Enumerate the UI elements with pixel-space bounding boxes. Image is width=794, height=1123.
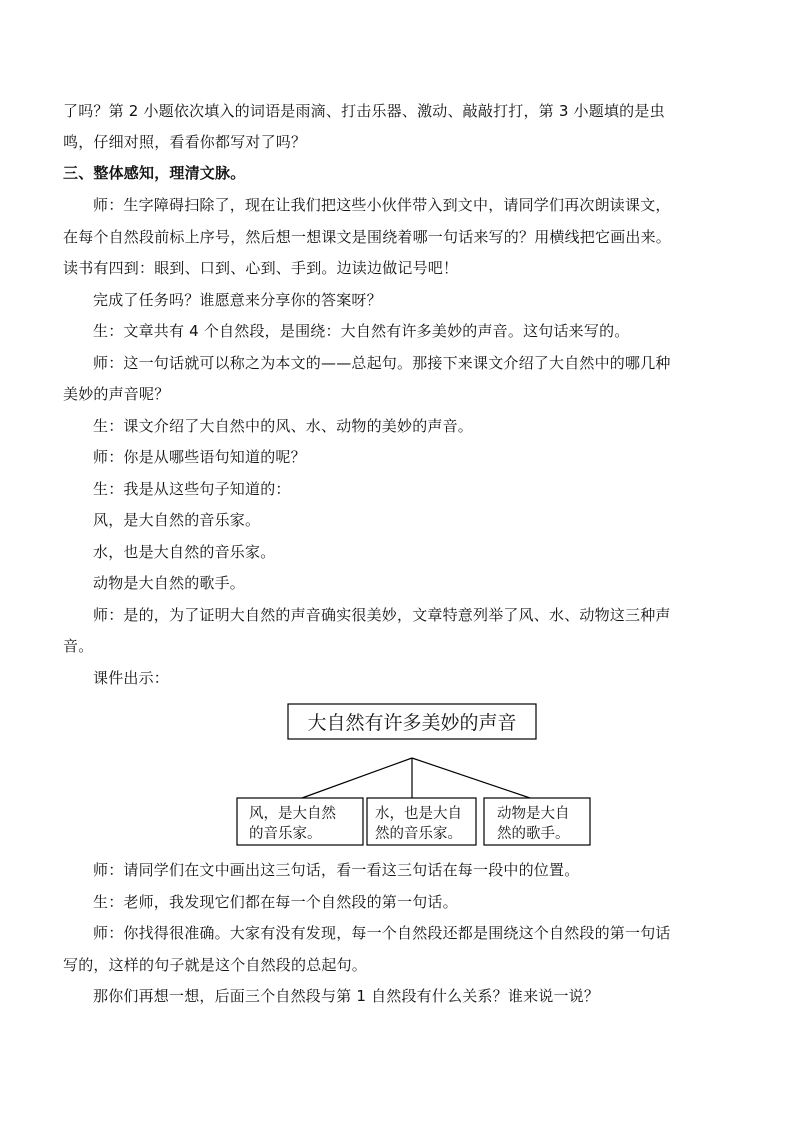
root-box (288, 704, 536, 739)
paragraph-line: 读书有四到：眼到、口到、心到、手到。边读边做记号吧！ (63, 259, 459, 277)
child-label-line: 水，也是大自 (375, 806, 462, 822)
paragraph-line: 那你们再想一想，后面三个自然段与第 1 自然段有什么关系？谁来说一说？ (93, 987, 600, 1005)
connector-line (412, 758, 530, 798)
child-label-line: 然的音乐家。 (375, 826, 462, 842)
child-label-line: 然的歌手。 (497, 826, 570, 842)
child-label-line: 的音乐家。 (249, 826, 322, 842)
child-label-line: 动物是大自 (497, 806, 570, 822)
paragraph-line: 写的，这样的句子就是这个自然段的总起句。 (63, 956, 368, 974)
quote-line: 动物是大自然的歌手。 (93, 574, 246, 592)
paragraph-line: 师：这一句话就可以称之为本文的——总起句。那接下来课文介绍了大自然中的哪几种 (93, 354, 671, 372)
paragraph-line: 生：我是从这些句子知道的： (93, 480, 291, 498)
paragraph-line: 音。 (63, 637, 94, 655)
paragraph-line: 美妙的声音呢？ (63, 385, 170, 403)
paragraph-line: 了吗？第 2 小题依次填入的词语是雨滴、打击乐器、激动、敲敲打打，第 3 小题填的是虫 (63, 102, 665, 120)
paragraph-line: 师：生字障碍扫除了，现在让我们把这些小伙伴带入到文中，请同学们再次朗读课文， (93, 196, 671, 214)
child-box (484, 798, 590, 845)
paragraph-line: 生：文章共有 4 个自然段，是围绕：大自然有许多美妙的声音。这句话来写的。 (93, 322, 630, 340)
child-label-line: 风，是大自然 (249, 806, 336, 822)
paragraph-line: 鸣，仔细对照，看看你都写对了吗？ (63, 133, 307, 151)
connector-line (302, 758, 412, 798)
paragraph-line: 完成了任务吗？谁愿意来分享你的答案呀？ (93, 291, 382, 309)
paragraph-line: 生：课文介绍了大自然中的风、水、动物的美妙的声音。 (93, 417, 474, 435)
paragraph-line: 师：你找得很准确。大家有没有发现，每一个自然段还都是围绕这个自然段的第一句话 (93, 924, 671, 942)
quote-line: 风，是大自然的音乐家。 (93, 511, 261, 529)
root-label: 大自然有许多美妙的声音 (307, 712, 517, 734)
paragraph-line: 在每个自然段前标上序号，然后想一想课文是围绕着哪一句话来写的？用横线把它画出来。 (63, 228, 672, 246)
paragraph-line: 课件出示： (93, 669, 170, 687)
quote-line: 水，也是大自然的音乐家。 (93, 543, 276, 561)
child-box (367, 798, 476, 845)
child-box (237, 798, 363, 845)
paragraph-line: 师：你是从哪些语句知道的呢？ (93, 448, 306, 466)
paragraph-line: 生：老师，我发现它们都在每一个自然段的第一句话。 (93, 893, 458, 911)
section-heading: 三、整体感知，理清文脉。 (63, 164, 246, 182)
paragraph-line: 师：请同学们在文中画出这三句话，看一看这三句话在每一段中的位置。 (93, 861, 580, 879)
paragraph-line: 师：是的，为了证明大自然的声音确实很美妙，文章特意列举了风、水、动物这三种声 (93, 606, 671, 624)
